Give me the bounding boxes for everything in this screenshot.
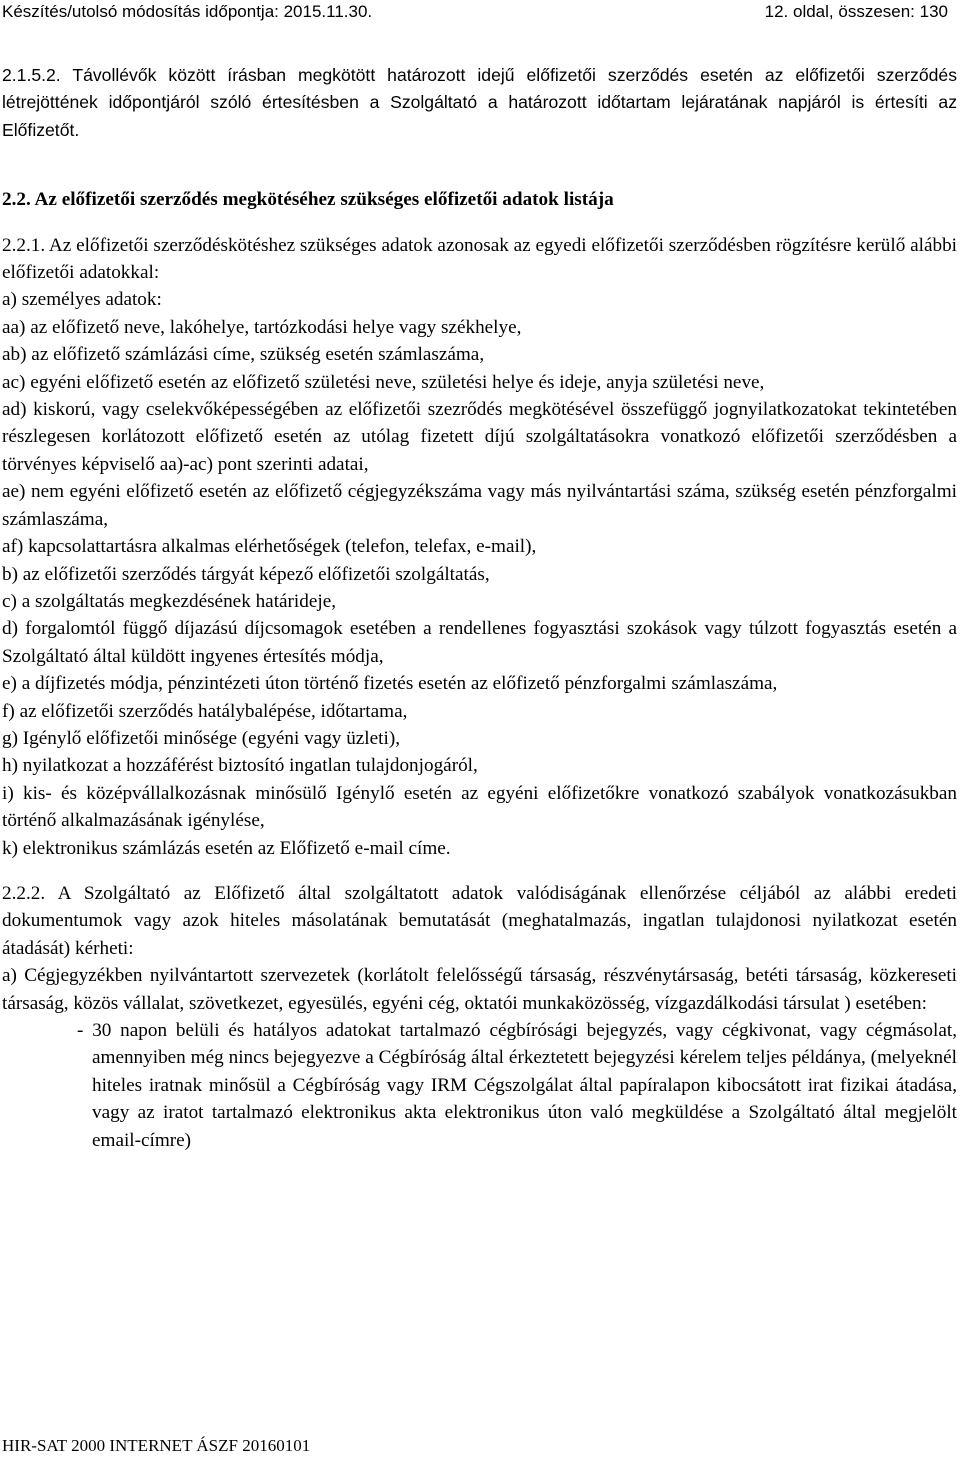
page-header xyxy=(0,2,960,24)
list-item: ac) egyéni előfizető esetén az előfizető születési neve, születési helye és ideje, anyja születési neve, xyxy=(2,371,765,393)
dash-list-item: - 30 napon belüli és hatályos adatokat tartalmazó cégbírósági bejegyzés, vagy cégkivonat, vagy cégmásolat, amennyiben még nincs bejegyezve a Cégbíróság által érkeztetett bejegyzési kérelem teljes példánya, (melyeknél hiteles iratnak minősül a Cégbíróság vagy IRM Cégszolgálat által papíralapon kibocsátott irat fizikai átadása, vagy az iratot tartalmazó elektronikus akta elektronikus úton való megküldése a Szolgáltató által megjelölt email-címre) xyxy=(77,1020,957,1151)
section-heading-2-2: 2.2. Az előfizetői szerződés megkötéséhez szükséges előfizetői adatok listája xyxy=(2,189,614,211)
paragraph-organizations: a) Cégjegyzékben nyilvántartott szervezetek (korlátolt felelősségű társaság, részvénytársaság, betéti társaság, közkereseti társaság, közös vállalat, szövetkezet, egyesülés, egyéni cég, oktatói munkaközösség, vízgazdálkodási társulat ) esetében: xyxy=(2,965,957,1014)
list-item: i) kis- és középvállalkozásnak minősülő Igénylő esetén az egyéni előfizetőkre vonatkozó szabályok vonatkozásukban történő alkalmazásának igénylése, xyxy=(2,782,957,832)
list-item: h) nyilatkozat a hozzáférést biztosító ingatlan tulajdonjogáról, xyxy=(2,755,478,777)
header-modified-date: Készítés/utolsó módosítás időpontja: 2015.11.30. xyxy=(2,2,373,21)
paragraph-2-2-1: 2.2.1. Az előfizetői szerződéskötéshez szükséges adatok azonosak az egyedi előfizetői szerződésben rögzítésre kerülő alábbi előfizetői adatokkal: xyxy=(2,234,957,284)
list-item: k) elektronikus számlázás esetén az Előfizető e-mail címe. xyxy=(2,837,451,859)
list-item: ab) az előfizető számlázási címe, szükség esetén számlaszáma, xyxy=(2,344,485,366)
paragraph-2-2-2: 2.2.2. A Szolgáltató az Előfizető által szolgáltatott adatok valódiságának ellenőrzése céljából az alábbi eredeti dokumentumok vagy azok hiteles másolatának bemutatását (meghatalmazás, ingatlan tulajdonosi nyilatkozat esetén átadását) kérheti: xyxy=(2,882,957,959)
header-page-number: 12. oldal, összesen: 130 xyxy=(764,2,948,21)
list-item: f) az előfizetői szerződés hatálybalépése, időtartama, xyxy=(2,700,408,722)
document-body xyxy=(2,62,957,1154)
list-item: b) az előfizetői szerződés tárgyát képező előfizetői szolgáltatás, xyxy=(2,563,490,585)
list-item: d) forgalomtól függő díjazású díjcsomagok esetében a rendellenes fogyasztási szokások vagy túlzott fogyasztás esetén a Szolgáltató által küldött ingyenes értesítés módja, xyxy=(2,618,957,667)
list-item: ae) nem egyéni előfizető esetén az előfizető cégjegyzékszáma vagy más nyilvántartási száma, szükség esetén pénzforgalmi számlaszáma, xyxy=(2,481,957,530)
list-item: af) kapcsolattartásra alkalmas elérhetőségek (telefon, telefax, e-mail), xyxy=(2,536,537,558)
list-item: a) személyes adatok: xyxy=(2,289,162,311)
list-item: aa) az előfizető neve, lakóhelye, tartózkodási helye vagy székhelye, xyxy=(2,316,522,338)
list-item: e) a díjfizetés módja, pénzintézeti úton történő fizetés esetén az előfizető pénzforgalmi számlaszáma, xyxy=(2,673,778,695)
list-item: g) Igénylő előfizetői minősége (egyéni vagy üzleti), xyxy=(2,727,401,749)
list-item: ad) kiskorú, vagy cselekvőképességében az előfizetői szezrődés megkötésével összefüggő jognyilatkozatokat tekintetében részlegesen korlátozott előfizető esetén az utólag fizetett díjú szolgáltatásokra vonatkozó előfizetői szerződésben a törvényes képviselő aa)-ac) pont szerinti adatai, xyxy=(2,399,957,475)
page-footer: HIR-SAT 2000 INTERNET ÁSZF 20160101 xyxy=(2,1436,311,1455)
list-item: c) a szolgáltatás megkezdésének határideje, xyxy=(2,590,337,612)
paragraph-2-1-5-2: 2.1.5.2. Távollévők között írásban megkötött határozott idejű előfizetői szerződés esetén az előfizetői szerződés létrejöttének időpontjáról szóló értesítésben a Szolgáltató a határozott időtartam lejáratának napjáról is értesíti az Előfizetőt. xyxy=(2,65,957,140)
